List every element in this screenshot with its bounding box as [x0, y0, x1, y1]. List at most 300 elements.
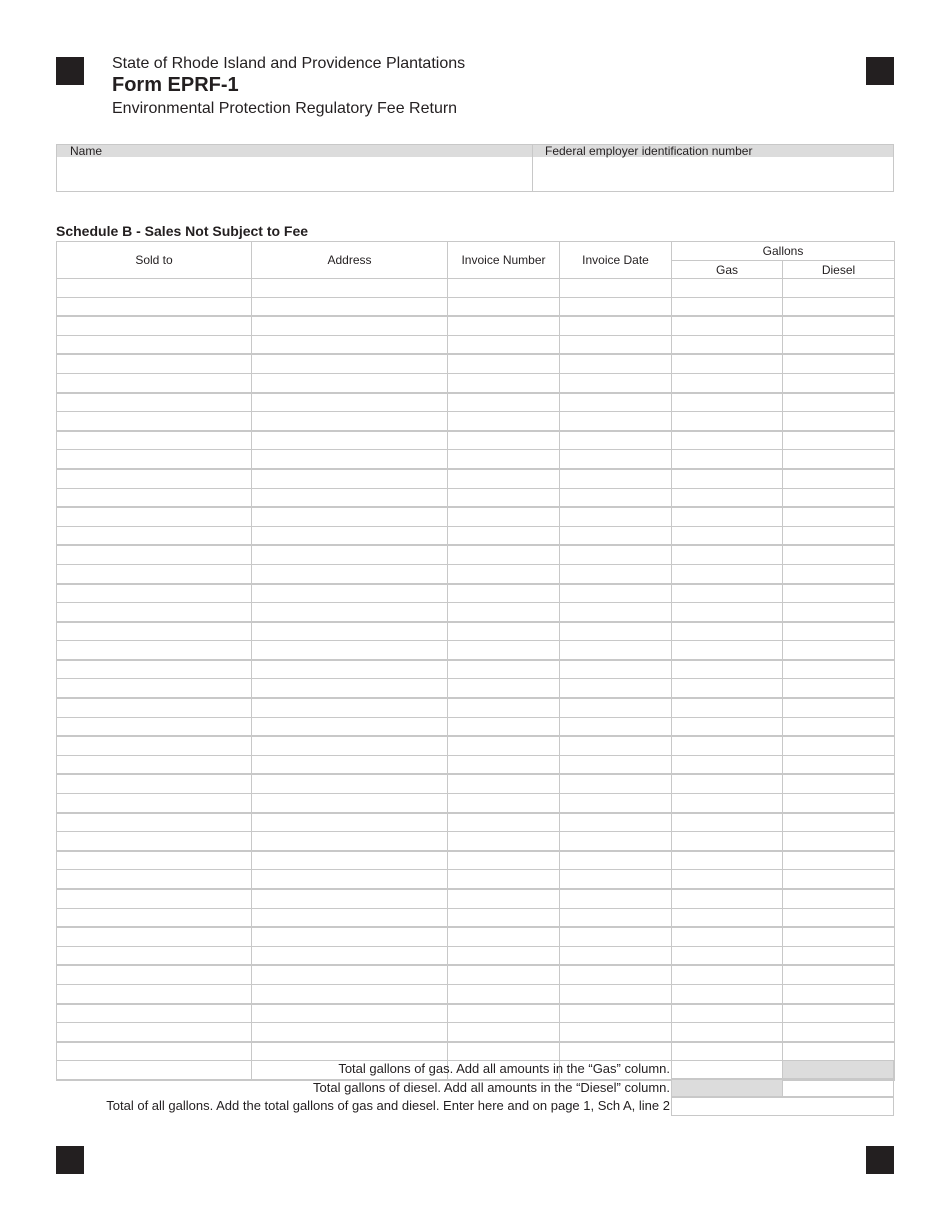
identification-section	[56, 144, 894, 192]
diesel-field[interactable]	[783, 890, 894, 908]
invoice-number-field[interactable]	[448, 585, 559, 603]
invoice-date-field[interactable]	[560, 852, 671, 870]
gas-field[interactable]	[672, 679, 782, 697]
invoice-date-field[interactable]	[560, 641, 671, 659]
invoice-number-field[interactable]	[448, 756, 559, 774]
diesel-field[interactable]	[783, 336, 894, 354]
sold-to-field[interactable]	[57, 661, 251, 679]
sold-to-field[interactable]	[57, 814, 251, 832]
gas-field[interactable]	[672, 737, 782, 755]
invoice-number-field[interactable]	[448, 489, 559, 507]
total-diesel-field[interactable]	[783, 1081, 893, 1098]
invoice-number-field[interactable]	[448, 527, 559, 545]
address-field[interactable]	[252, 909, 447, 927]
address-field[interactable]	[252, 814, 447, 832]
invoice-date-field[interactable]	[560, 870, 671, 888]
cell-gas	[672, 450, 783, 469]
gas-field[interactable]	[672, 909, 782, 927]
diesel-field[interactable]	[783, 470, 894, 488]
sold-to-field[interactable]	[57, 737, 251, 755]
cell-invoice-date	[560, 832, 672, 851]
invoice-date-field[interactable]	[560, 432, 671, 450]
invoice-date-field[interactable]	[560, 394, 671, 412]
cell-gas	[672, 393, 783, 412]
gas-field[interactable]	[672, 699, 782, 717]
cell-diesel	[783, 774, 895, 793]
invoice-number-field[interactable]	[448, 966, 559, 984]
sold-to-field[interactable]	[57, 470, 251, 488]
diesel-field[interactable]	[783, 966, 894, 984]
invoice-date-field[interactable]	[560, 527, 671, 545]
sold-to-field[interactable]	[57, 374, 251, 392]
sold-to-field[interactable]	[57, 718, 251, 736]
invoice-number-field[interactable]	[448, 1043, 559, 1061]
cell-invoice-date	[560, 622, 672, 641]
address-field[interactable]	[252, 317, 447, 335]
address-field[interactable]	[252, 432, 447, 450]
invoice-date-field[interactable]	[560, 1023, 671, 1041]
cell-address	[252, 774, 448, 793]
address-field[interactable]	[252, 947, 447, 965]
cell-sold-to	[57, 679, 252, 698]
address-field[interactable]	[252, 1023, 447, 1041]
diesel-field[interactable]	[783, 317, 894, 335]
table-row	[57, 908, 895, 927]
invoice-number-field[interactable]	[448, 374, 559, 392]
invoice-number-field[interactable]	[448, 737, 559, 755]
address-field[interactable]	[252, 585, 447, 603]
sold-to-field[interactable]	[57, 489, 251, 507]
diesel-field[interactable]	[783, 661, 894, 679]
gas-field[interactable]	[672, 394, 782, 412]
invoice-date-field[interactable]	[560, 718, 671, 736]
fein-field[interactable]	[533, 157, 893, 191]
registration-mark-top-right	[866, 57, 894, 85]
diesel-field[interactable]	[783, 1043, 894, 1061]
address-field[interactable]	[252, 699, 447, 717]
gas-field[interactable]	[672, 470, 782, 488]
invoice-number-field[interactable]	[448, 412, 559, 430]
invoice-date-field[interactable]	[560, 470, 671, 488]
diesel-field[interactable]	[783, 1023, 894, 1041]
invoice-number-field[interactable]	[448, 470, 559, 488]
sold-to-field[interactable]	[57, 585, 251, 603]
address-field[interactable]	[252, 966, 447, 984]
diesel-field[interactable]	[783, 718, 894, 736]
address-field[interactable]	[252, 679, 447, 697]
cell-address	[252, 564, 448, 583]
invoice-number-field[interactable]	[448, 699, 559, 717]
invoice-date-field[interactable]	[560, 985, 671, 1003]
gas-field[interactable]	[672, 661, 782, 679]
address-field[interactable]	[252, 832, 447, 850]
invoice-number-field[interactable]	[448, 852, 559, 870]
invoice-date-field[interactable]	[560, 603, 671, 621]
cell-diesel	[783, 984, 895, 1003]
sold-to-field[interactable]	[57, 1023, 251, 1041]
sold-to-field[interactable]	[57, 928, 251, 946]
invoice-number-field[interactable]	[448, 546, 559, 564]
diesel-field[interactable]	[783, 699, 894, 717]
address-field[interactable]	[252, 279, 447, 297]
address-field[interactable]	[252, 298, 447, 316]
invoice-number-field[interactable]	[448, 565, 559, 583]
cell-diesel	[783, 641, 895, 660]
address-field[interactable]	[252, 641, 447, 659]
invoice-number-field[interactable]	[448, 814, 559, 832]
invoice-number-field[interactable]	[448, 394, 559, 412]
sold-to-field[interactable]	[57, 565, 251, 583]
address-field[interactable]	[252, 775, 447, 793]
invoice-date-field[interactable]	[560, 412, 671, 430]
invoice-number-field[interactable]	[448, 317, 559, 335]
sold-to-field[interactable]	[57, 985, 251, 1003]
total-all-label: Total of all gallons. Add the total gallons of gas and diesel. Enter here and on page 1, Sch A, line 2	[106, 1098, 670, 1113]
invoice-date-field[interactable]	[560, 489, 671, 507]
invoice-date-field[interactable]	[560, 890, 671, 908]
cell-diesel	[783, 889, 895, 908]
gas-field[interactable]	[672, 928, 782, 946]
address-field[interactable]	[252, 412, 447, 430]
invoice-number-field[interactable]	[448, 679, 559, 697]
invoice-number-field[interactable]	[448, 928, 559, 946]
invoice-number-field[interactable]	[448, 870, 559, 888]
diesel-field[interactable]	[783, 394, 894, 412]
invoice-number-field[interactable]	[448, 298, 559, 316]
diesel-field[interactable]	[783, 832, 894, 850]
sold-to-field[interactable]	[57, 794, 251, 812]
diesel-field[interactable]	[783, 756, 894, 774]
sold-to-field[interactable]	[57, 623, 251, 641]
diesel-field[interactable]	[783, 279, 894, 297]
cell-invoice-date	[560, 908, 672, 927]
gas-field[interactable]	[672, 508, 782, 526]
gas-field[interactable]	[672, 947, 782, 965]
invoice-date-field[interactable]	[560, 928, 671, 946]
cell-sold-to	[57, 1042, 252, 1061]
invoice-date-field[interactable]	[560, 565, 671, 583]
cell-address	[252, 1042, 448, 1061]
invoice-date-field[interactable]	[560, 623, 671, 641]
diesel-field[interactable]	[783, 775, 894, 793]
address-field[interactable]	[252, 355, 447, 373]
diesel-field[interactable]	[783, 737, 894, 755]
diesel-field[interactable]	[783, 679, 894, 697]
gas-field[interactable]	[672, 336, 782, 354]
sold-to-field[interactable]	[57, 432, 251, 450]
cell-invoice-number	[448, 851, 560, 870]
address-field[interactable]	[252, 374, 447, 392]
gas-field[interactable]	[672, 756, 782, 774]
sold-to-field[interactable]	[57, 298, 251, 316]
sold-to-field[interactable]	[57, 508, 251, 526]
sold-to-field[interactable]	[57, 775, 251, 793]
sold-to-field[interactable]	[57, 947, 251, 965]
invoice-date-field[interactable]	[560, 756, 671, 774]
invoice-date-field[interactable]	[560, 1005, 671, 1023]
cell-invoice-date	[560, 526, 672, 545]
address-field[interactable]	[252, 737, 447, 755]
invoice-date-field[interactable]	[560, 679, 671, 697]
address-field[interactable]	[252, 565, 447, 583]
diesel-field[interactable]	[783, 814, 894, 832]
address-field[interactable]	[252, 870, 447, 888]
address-field[interactable]	[252, 890, 447, 908]
invoice-date-field[interactable]	[560, 775, 671, 793]
invoice-number-field[interactable]	[448, 661, 559, 679]
diesel-field[interactable]	[783, 870, 894, 888]
cell-gas	[672, 545, 783, 564]
diesel-field[interactable]	[783, 374, 894, 392]
invoice-number-field[interactable]	[448, 432, 559, 450]
invoice-number-field[interactable]	[448, 832, 559, 850]
invoice-date-field[interactable]	[560, 699, 671, 717]
cell-address	[252, 1004, 448, 1023]
diesel-field[interactable]	[783, 909, 894, 927]
invoice-date-field[interactable]	[560, 966, 671, 984]
invoice-date-field[interactable]	[560, 336, 671, 354]
gas-field[interactable]	[672, 832, 782, 850]
invoice-number-field[interactable]	[448, 794, 559, 812]
invoice-number-field[interactable]	[448, 508, 559, 526]
invoice-date-field[interactable]	[560, 585, 671, 603]
address-field[interactable]	[252, 928, 447, 946]
form-header	[112, 55, 465, 121]
sold-to-field[interactable]	[57, 355, 251, 373]
address-field[interactable]	[252, 985, 447, 1003]
invoice-date-field[interactable]	[560, 794, 671, 812]
sold-to-field[interactable]	[57, 412, 251, 430]
cell-address	[252, 736, 448, 755]
table-row	[57, 946, 895, 965]
sold-to-field[interactable]	[57, 317, 251, 335]
cell-gas	[672, 335, 783, 354]
invoice-number-field[interactable]	[448, 775, 559, 793]
cell-invoice-date	[560, 603, 672, 622]
gas-field[interactable]	[672, 966, 782, 984]
sold-to-field[interactable]	[57, 394, 251, 412]
gas-field[interactable]	[672, 546, 782, 564]
gas-field[interactable]	[672, 355, 782, 373]
gas-field[interactable]	[672, 603, 782, 621]
address-field[interactable]	[252, 718, 447, 736]
diesel-field[interactable]	[783, 1005, 894, 1023]
diesel-field[interactable]	[783, 298, 894, 316]
invoice-date-field[interactable]	[560, 737, 671, 755]
sold-to-field[interactable]	[57, 890, 251, 908]
sold-to-field[interactable]	[57, 909, 251, 927]
diesel-field[interactable]	[783, 603, 894, 621]
cell-sold-to	[57, 755, 252, 774]
sold-to-field[interactable]	[57, 336, 251, 354]
total-gas-field[interactable]	[672, 1063, 782, 1080]
gas-field[interactable]	[672, 489, 782, 507]
sold-to-field[interactable]	[57, 699, 251, 717]
invoice-number-field[interactable]	[448, 1005, 559, 1023]
address-field[interactable]	[252, 1043, 447, 1061]
cell-sold-to	[57, 774, 252, 793]
diesel-field[interactable]	[783, 585, 894, 603]
sold-to-field[interactable]	[57, 1043, 251, 1061]
address-field[interactable]	[252, 603, 447, 621]
cell-invoice-number	[448, 698, 560, 717]
gas-field[interactable]	[672, 852, 782, 870]
address-field[interactable]	[252, 450, 447, 468]
sold-to-field[interactable]	[57, 546, 251, 564]
gas-field[interactable]	[672, 1005, 782, 1023]
cell-gas	[672, 851, 783, 870]
total-diesel-label: Total gallons of diesel. Add all amounts in the “Diesel” column.	[313, 1079, 670, 1095]
invoice-number-field[interactable]	[448, 909, 559, 927]
invoice-number-field[interactable]	[448, 623, 559, 641]
diesel-field[interactable]	[783, 489, 894, 507]
sold-to-field[interactable]	[57, 679, 251, 697]
diesel-field[interactable]	[783, 450, 894, 468]
invoice-date-field[interactable]	[560, 546, 671, 564]
gas-field[interactable]	[672, 317, 782, 335]
address-field[interactable]	[252, 756, 447, 774]
invoice-date-field[interactable]	[560, 374, 671, 392]
diesel-field[interactable]	[783, 641, 894, 659]
cell-address	[252, 908, 448, 927]
gas-field[interactable]	[672, 623, 782, 641]
invoice-number-field[interactable]	[448, 890, 559, 908]
invoice-number-field[interactable]	[448, 641, 559, 659]
invoice-number-field[interactable]	[448, 947, 559, 965]
invoice-number-field[interactable]	[448, 718, 559, 736]
gas-field[interactable]	[672, 1043, 782, 1061]
name-field[interactable]	[57, 157, 532, 191]
gas-field[interactable]	[672, 985, 782, 1003]
invoice-date-field[interactable]	[560, 508, 671, 526]
sold-to-field[interactable]	[57, 450, 251, 468]
diesel-field[interactable]	[783, 508, 894, 526]
diesel-field[interactable]	[783, 546, 894, 564]
cell-address	[252, 412, 448, 431]
address-field[interactable]	[252, 852, 447, 870]
invoice-date-field[interactable]	[560, 298, 671, 316]
cell-invoice-number	[448, 507, 560, 526]
gas-field[interactable]	[672, 641, 782, 659]
gas-field[interactable]	[672, 412, 782, 430]
cell-invoice-number	[448, 984, 560, 1003]
sold-to-field[interactable]	[57, 870, 251, 888]
address-field[interactable]	[252, 336, 447, 354]
gas-field[interactable]	[672, 718, 782, 736]
diesel-field[interactable]	[783, 985, 894, 1003]
gas-field[interactable]	[672, 870, 782, 888]
gas-field[interactable]	[672, 298, 782, 316]
gas-field[interactable]	[672, 794, 782, 812]
gas-field[interactable]	[672, 374, 782, 392]
sold-to-field[interactable]	[57, 832, 251, 850]
invoice-date-field[interactable]	[560, 450, 671, 468]
gas-field[interactable]	[672, 775, 782, 793]
gas-field[interactable]	[672, 527, 782, 545]
invoice-date-field[interactable]	[560, 832, 671, 850]
invoice-date-field[interactable]	[560, 317, 671, 335]
invoice-number-field[interactable]	[448, 1023, 559, 1041]
gas-field[interactable]	[672, 814, 782, 832]
address-field[interactable]	[252, 1005, 447, 1023]
cell-invoice-date	[560, 1004, 672, 1023]
invoice-date-field[interactable]	[560, 814, 671, 832]
gas-field[interactable]	[672, 279, 782, 297]
cell-address	[252, 889, 448, 908]
cell-invoice-number	[448, 813, 560, 832]
invoice-date-field[interactable]	[560, 355, 671, 373]
sold-to-field[interactable]	[57, 603, 251, 621]
address-field[interactable]	[252, 470, 447, 488]
gas-field[interactable]	[672, 1023, 782, 1041]
diesel-field[interactable]	[783, 432, 894, 450]
address-field[interactable]	[252, 794, 447, 812]
cell-invoice-date	[560, 813, 672, 832]
gas-field[interactable]	[672, 890, 782, 908]
cell-invoice-number	[448, 1042, 560, 1061]
sold-to-field[interactable]	[57, 852, 251, 870]
invoice-date-field[interactable]	[560, 909, 671, 927]
sold-to-field[interactable]	[57, 527, 251, 545]
invoice-date-field[interactable]	[560, 1043, 671, 1061]
total-all-field[interactable]	[672, 1100, 893, 1117]
invoice-date-field[interactable]	[560, 947, 671, 965]
column-header-sold-to: Sold to	[57, 242, 252, 279]
sold-to-field[interactable]	[57, 1005, 251, 1023]
invoice-number-field[interactable]	[448, 336, 559, 354]
address-field[interactable]	[252, 527, 447, 545]
invoice-date-field[interactable]	[560, 279, 671, 297]
sold-to-field[interactable]	[57, 641, 251, 659]
table-row	[57, 641, 895, 660]
total-gas-diesel-shaded	[782, 1060, 894, 1079]
diesel-field[interactable]	[783, 527, 894, 545]
address-field[interactable]	[252, 489, 447, 507]
diesel-field[interactable]	[783, 947, 894, 965]
cell-invoice-number	[448, 279, 560, 298]
gas-field[interactable]	[672, 450, 782, 468]
cell-gas	[672, 431, 783, 450]
invoice-number-field[interactable]	[448, 985, 559, 1003]
sold-to-field[interactable]	[57, 279, 251, 297]
diesel-field[interactable]	[783, 412, 894, 430]
invoice-number-field[interactable]	[448, 279, 559, 297]
invoice-number-field[interactable]	[448, 355, 559, 373]
address-field[interactable]	[252, 623, 447, 641]
diesel-field[interactable]	[783, 852, 894, 870]
address-field[interactable]	[252, 661, 447, 679]
gas-field[interactable]	[672, 565, 782, 583]
sold-to-field[interactable]	[57, 966, 251, 984]
diesel-field[interactable]	[783, 623, 894, 641]
diesel-field[interactable]	[783, 565, 894, 583]
invoice-date-field[interactable]	[560, 661, 671, 679]
cell-invoice-date	[560, 354, 672, 373]
cell-address	[252, 641, 448, 660]
address-field[interactable]	[252, 546, 447, 564]
table-row	[57, 870, 895, 889]
invoice-number-field[interactable]	[448, 603, 559, 621]
address-field[interactable]	[252, 508, 447, 526]
gas-field[interactable]	[672, 432, 782, 450]
gas-field[interactable]	[672, 585, 782, 603]
invoice-number-field[interactable]	[448, 450, 559, 468]
diesel-field[interactable]	[783, 928, 894, 946]
address-field[interactable]	[252, 394, 447, 412]
diesel-field[interactable]	[783, 794, 894, 812]
sold-to-field[interactable]	[57, 756, 251, 774]
diesel-field[interactable]	[783, 355, 894, 373]
